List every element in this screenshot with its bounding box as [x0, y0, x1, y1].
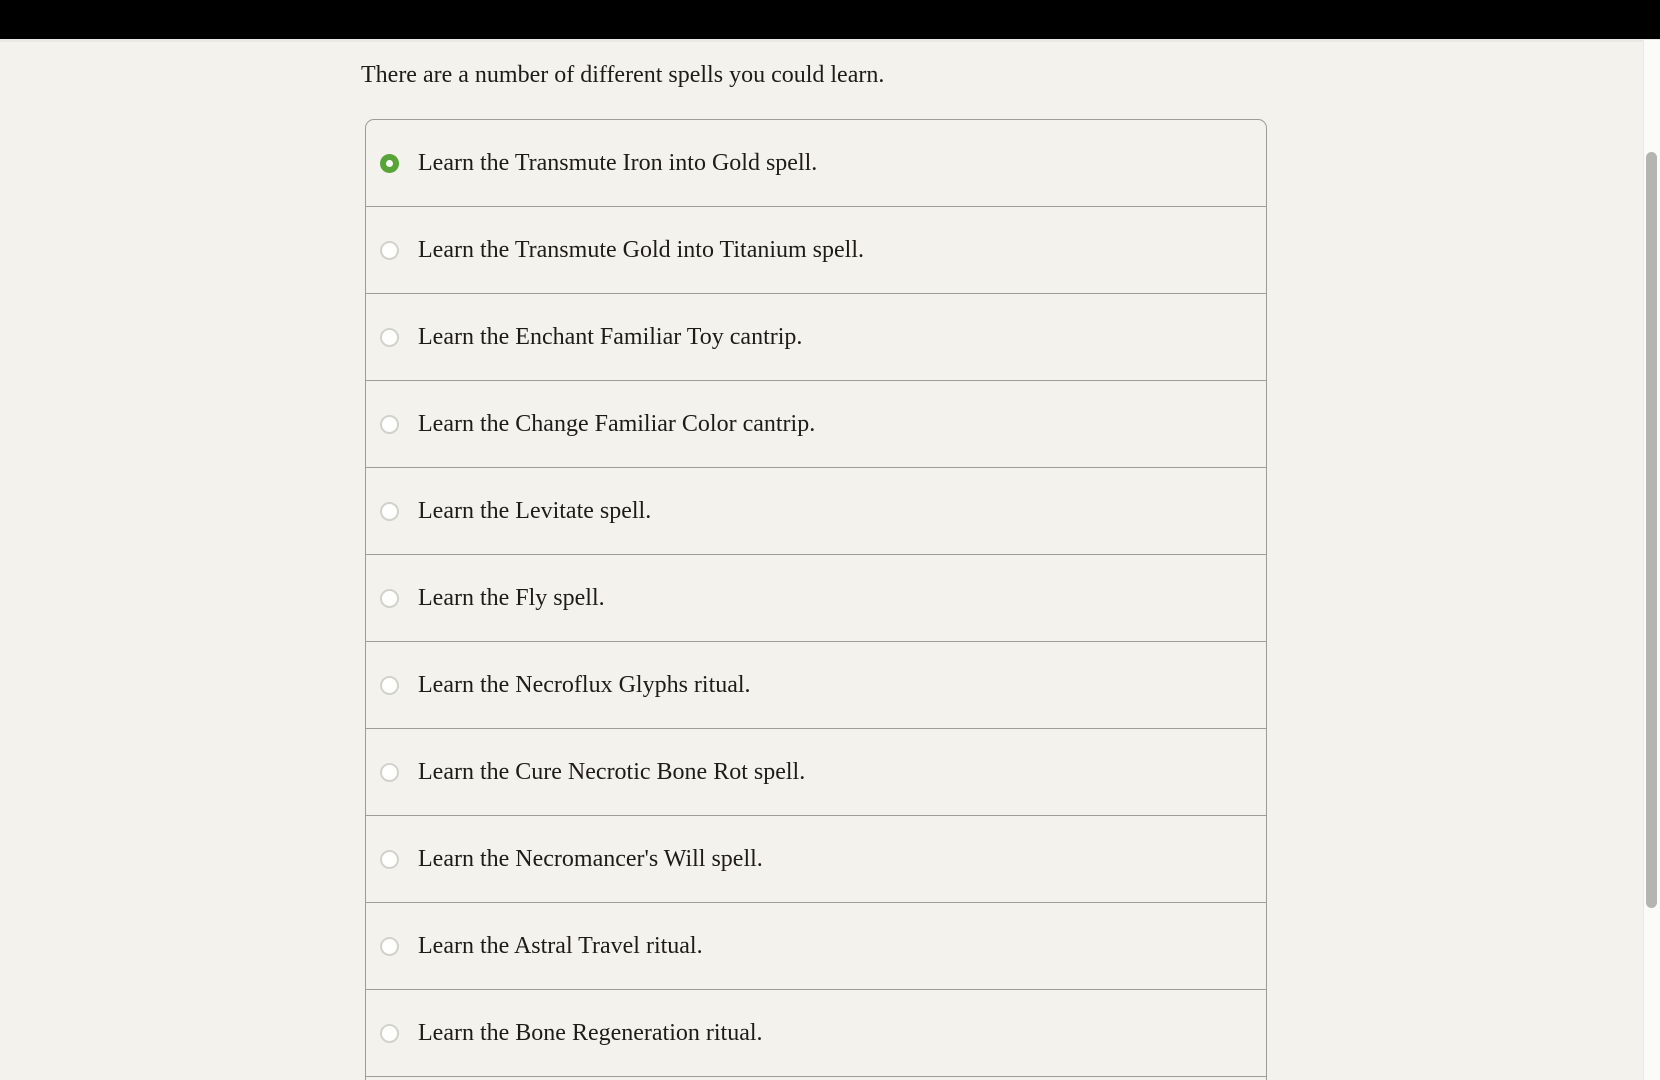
radio-button-icon[interactable] [380, 241, 399, 260]
choice-row-levitate[interactable] [366, 468, 1266, 555]
scrollbar-thumb[interactable] [1646, 152, 1657, 908]
choice-label[interactable]: Learn the Astral Travel ritual. [418, 932, 703, 959]
choice-row-transmute-gold-titanium[interactable] [366, 207, 1266, 294]
choice-row-necroflux-glyphs[interactable] [366, 642, 1266, 729]
choice-row-astral-travel[interactable] [366, 903, 1266, 990]
choice-label[interactable]: Learn the Enchant Familiar Toy cantrip. [418, 323, 803, 350]
choice-label[interactable]: Learn the Transmute Iron into Gold spell. [418, 149, 818, 176]
choice-label[interactable]: Learn the Fly spell. [418, 584, 605, 611]
radio-button-icon[interactable] [380, 676, 399, 695]
choice-row-transmute-iron-gold[interactable] [366, 120, 1266, 207]
radio-button-icon[interactable] [380, 850, 399, 869]
choice-label[interactable]: Learn the Cure Necrotic Bone Rot spell. [418, 758, 806, 785]
choice-label[interactable]: Learn the Necroflux Glyphs ritual. [418, 671, 751, 698]
radio-button-icon[interactable] [380, 589, 399, 608]
radio-button-icon[interactable] [380, 763, 399, 782]
choice-label[interactable]: Learn the Bone Regeneration ritual. [418, 1019, 763, 1046]
choice-row-bone-regeneration[interactable] [366, 990, 1266, 1077]
choice-label[interactable]: Learn the Transmute Gold into Titanium spell. [418, 236, 865, 263]
choice-row-enchant-familiar-toy[interactable] [366, 294, 1266, 381]
choice-row-fly[interactable] [366, 555, 1266, 642]
prompt-text: There are a number of different spells you could learn. [361, 62, 885, 88]
choice-label[interactable]: Learn the Change Familiar Color cantrip. [418, 410, 816, 437]
top-bar [0, 0, 1660, 39]
choice-label[interactable]: Learn the Necromancer's Will spell. [418, 845, 763, 872]
radio-button-icon[interactable] [380, 154, 399, 173]
choice-list [365, 119, 1267, 1080]
choice-row-necromancers-will[interactable] [366, 816, 1266, 903]
choice-label[interactable]: Learn the Levitate spell. [418, 497, 652, 524]
radio-button-icon[interactable] [380, 415, 399, 434]
choice-row-change-familiar-color[interactable] [366, 381, 1266, 468]
choice-row-cure-necrotic-bone-rot[interactable] [366, 729, 1266, 816]
radio-button-icon[interactable] [380, 328, 399, 347]
top-bar-divider [0, 39, 1660, 42]
radio-button-icon[interactable] [380, 937, 399, 956]
radio-button-icon[interactable] [380, 502, 399, 521]
radio-button-icon[interactable] [380, 1024, 399, 1043]
scrollbar-track[interactable] [1643, 40, 1660, 1080]
